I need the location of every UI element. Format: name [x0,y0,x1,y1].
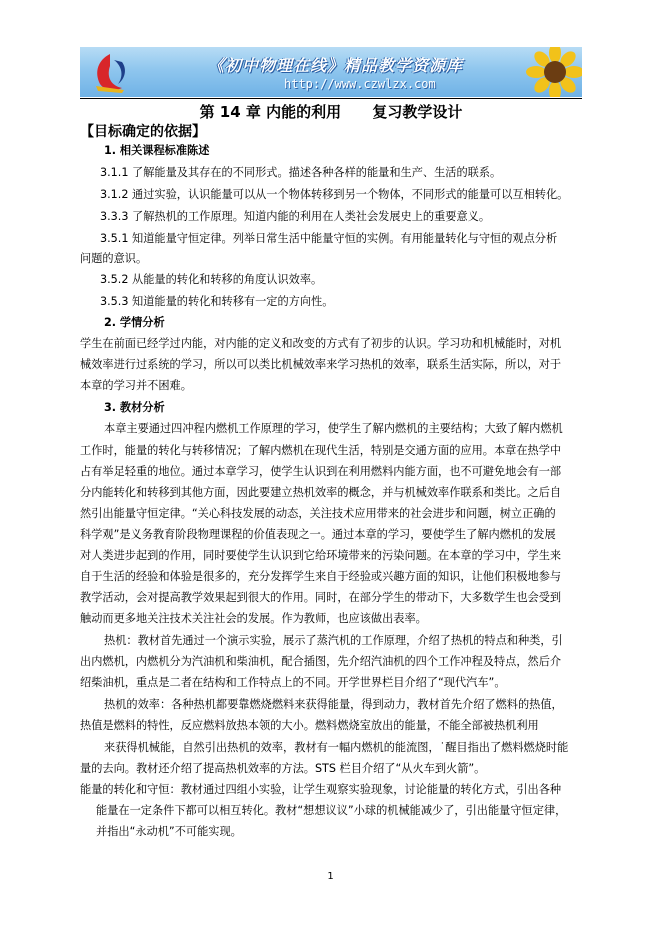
paragraph-line: 械效率进行过系统的学习，所以可以类比机械效率来学习热机的效率，联系生活实际，所以，对于 [80,358,562,371]
paragraph-line: 然引出能量守恒定律。“关心科技发展的动态，关注技术应用带来的社会进步和问题，树立正确的 [80,507,556,520]
paragraph-line: 3.1.2 通过实验，认识能量可以从一个物体转移到另一个物体，不同形式的能量可以互相转化。 [100,188,569,201]
section-heading: 【目标确定的依据】 [80,124,206,140]
paragraph-line: 3.5.3 知道能量的转化和转移有一定的方向性。 [100,295,334,308]
paragraph-line: 热机：教材首先通过一个演示实验，展示了蒸汽机的工作原理，介绍了热机的特点和种类，引 [104,634,563,647]
paragraph-line: 3.5.2 从能量的转化和转移的角度认识效率。 [100,273,323,286]
paragraph-line: 本章主要通过四冲程内燃机工作原理的学习，使学生了解内燃机的主要结构；大致了解内燃机 [104,422,563,435]
paragraph-line: 教学活动，会对提高教学效果起到很大的作用。同时，在部分学生的带动下，大多数学生也会受到 [80,591,562,604]
paragraph-line: 出内燃机，内燃机分为汽油机和柴油机，配合插图，先介绍汽油机的四个工作冲程及特点，然后介 [80,655,562,668]
header-rule [80,98,582,99]
document-title: 第 14 章 内能的利用 复习教学设计 [199,103,463,121]
page-number: 1 [327,871,334,882]
sunflower-icon [526,47,582,97]
paragraph-line: 科学观”是义务教育阶段物理课程的价值表现之一。通过本章的学习，要使学生了解内燃机的发展 [80,528,556,541]
paragraph-line: 分内能转化和转移到其他方面，因此要建立热机效率的概念，并与机械效率作联系和类比。之后自 [80,486,562,499]
paragraph-line: 问题的意识。 [80,252,148,265]
banner-url: http://www.czwlzx.com [284,77,436,91]
site-logo-icon [88,50,132,94]
banner-title: 《初中物理在线》精品教学资源库 [208,56,464,75]
subheading-1: 1. 相关课程标准陈述 [104,144,210,157]
paragraph-line: 工作时，能量的转化与转移情况；了解内燃机在现代生活，特别是交通方面的应用。本章在热学中 [80,444,562,457]
paragraph-line: 并指出“永动机”不可能实现。 [96,825,242,838]
paragraph-line: 对人类进步起到的作用，同时要使学生认识到它给环境带来的污染问题。在本章的学习中，学生来 [80,549,562,562]
paragraph-line: 自于生活的经验和体验是很多的，充分发挥学生来自于经验或兴趣方面的知识，让他们积极地参与 [80,570,562,583]
paragraph-line: 能量的转化和守恒：教材通过四组小实验，让学生观察实验现象，讨论能量的转化方式，引出各种 [80,783,562,796]
paragraph-line: 热机的效率：各种热机都要靠燃烧燃料来获得能量，得到动力，教材首先介绍了燃料的热值， [104,698,563,711]
paragraph-line: 绍柴油机，重点是二者在结构和工作特点上的不同。开学世界栏目介绍了“现代汽车”。 [80,676,506,689]
paragraph-line: 来获得机械能，自然引出热机的效率，教材有一幅内燃机的能流图，˙醒目指出了燃料燃烧时能 [104,741,569,754]
paragraph-line: 3.3.3 了解热机的工作原理。知道内能的利用在人类社会发展史上的重要意义。 [100,210,491,223]
paragraph-line: 3.1.1 了解能量及其存在的不同形式。描述各种各样的能量和生产、生活的联系。 [100,166,502,179]
paragraph-line: 占有举足轻重的地位。通过本章学习，使学生认识到在利用燃料内能方面，也不可避免地会有一部 [80,465,562,478]
paragraph-line: 触动而更多地关注技术关注社会的发展。作为教师，也应该做出表率。 [80,612,427,625]
paragraph-line: 热值是燃料的特性，反应燃料放热本领的大小。燃料燃烧室放出的能量，不能全部被热机利用 [80,719,539,732]
subheading-3: 3. 教材分析 [104,401,165,414]
paragraph-line: 本章的学习并不困难。 [80,379,192,392]
paragraph-line: 学生在前面已经学过内能，对内能的定义和改变的方式有了初步的认识。学习功和机械能时，对机 [80,337,562,350]
header-banner [80,47,582,97]
paragraph-line: 量的去向。教材还介绍了提高热机效率的方法。STS 栏目介绍了“从火车到火箭”。 [80,762,486,775]
subheading-2: 2. 学情分析 [104,316,165,329]
paragraph-line: 3.5.1 知道能量守恒定律。列举日常生活中能量守恒的实例。有用能量转化与守恒的观点分析 [100,232,558,245]
paragraph-line: 能量在一定条件下都可以相互转化。教材“想想议议”小球的机械能减少了，引出能量守恒定律， [96,804,567,817]
